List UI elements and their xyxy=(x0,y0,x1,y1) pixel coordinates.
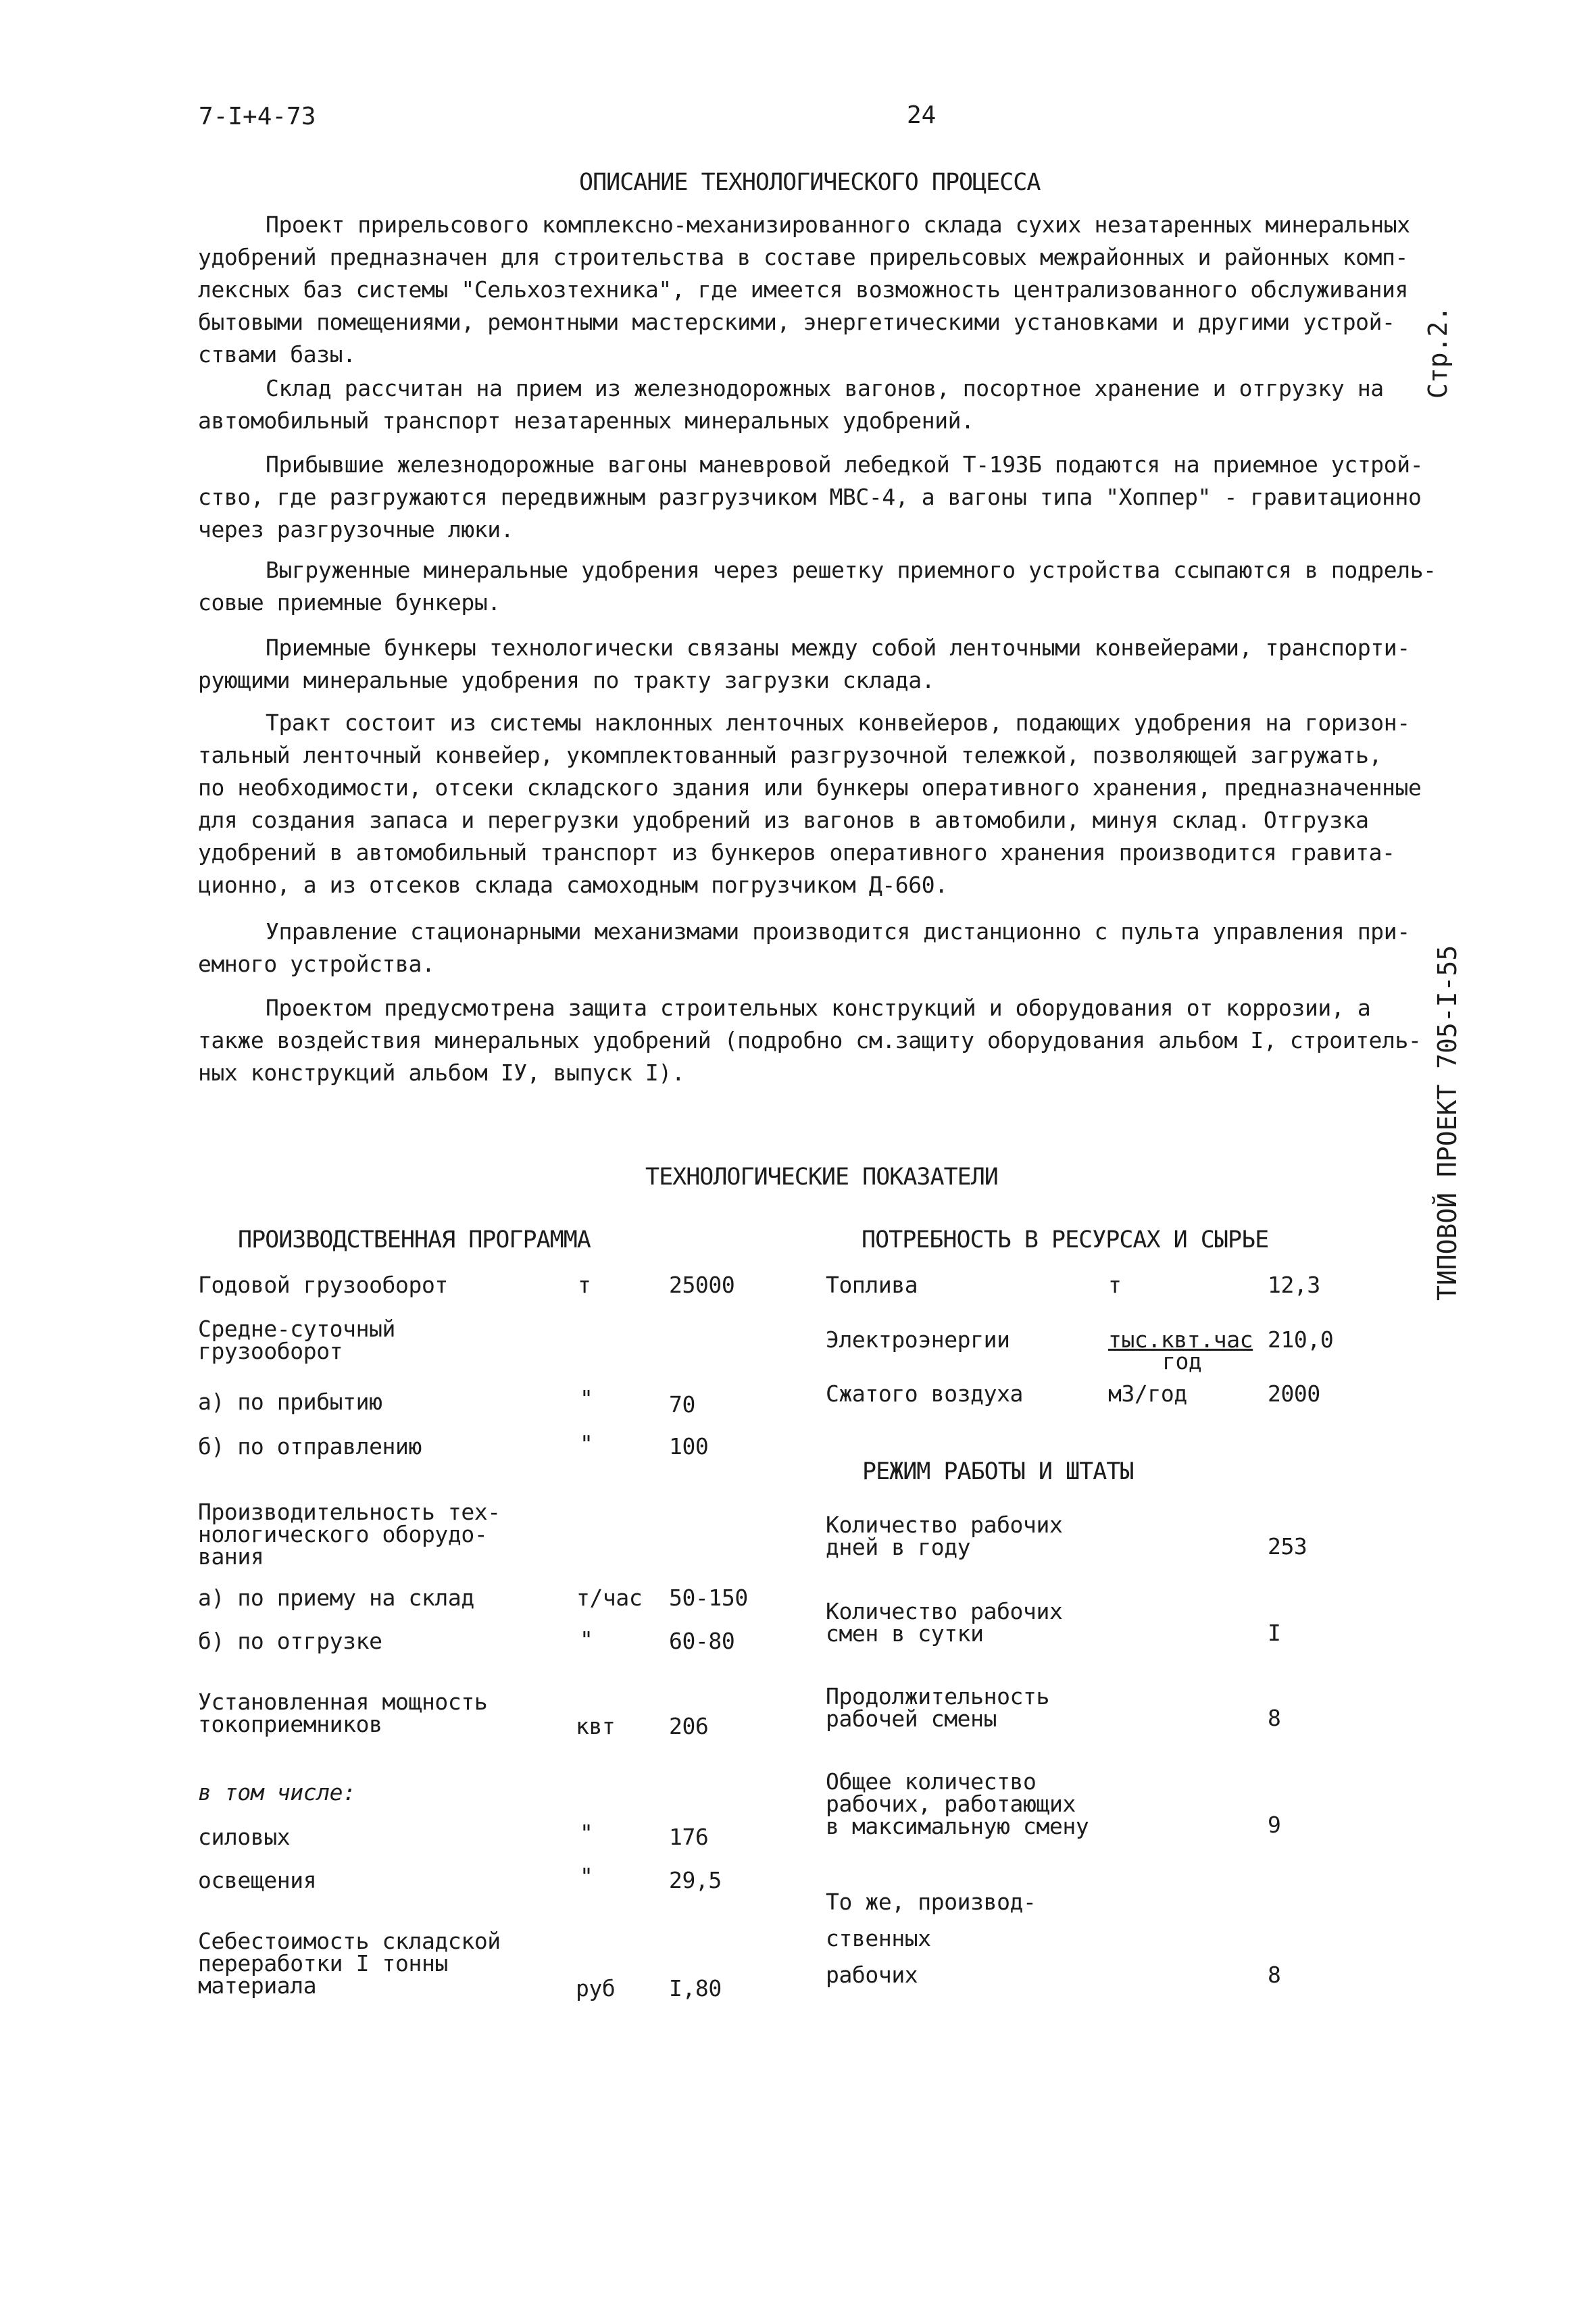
production-row-unit: руб xyxy=(576,1975,616,2001)
label-line: дней в году xyxy=(826,1534,971,1560)
paragraph-line: Приемные бункеры технологически связаны между собой ленточными конвейерами, транспорти- xyxy=(266,634,1410,661)
paragraph-8 xyxy=(198,992,1422,1089)
production-row-label: б) по отправлению xyxy=(198,1433,422,1460)
resources-row-unit-denominator: год xyxy=(1162,1348,1202,1374)
resources-row-unit: м3/год xyxy=(1108,1380,1187,1407)
resources-heading: ПОТРЕБНОСТЬ В РЕСУРСАХ И СЫРЬЕ xyxy=(862,1226,1269,1253)
resources-row-label: Электроэнергии xyxy=(826,1326,1010,1353)
resources-row-label: Сжатого воздуха xyxy=(826,1380,1024,1407)
label-line: грузооборот xyxy=(198,1338,343,1364)
paragraph-line: Управление стационарными механизмами производится дистанционно с пульта управления при- xyxy=(266,918,1410,945)
production-row-value: I,80 xyxy=(669,1975,722,2001)
paragraph-line: лексных баз системы "Сельхозтехника", где имеется возможность централизованного обслуживания xyxy=(198,276,1409,303)
label-line: рабочей смены xyxy=(826,1706,997,1732)
production-row-label xyxy=(198,1930,501,1997)
resources-row-value: 2000 xyxy=(1268,1380,1320,1407)
production-row-unit: " xyxy=(580,1385,593,1412)
production-row-label: б) по отгрузке xyxy=(198,1628,382,1654)
label-line: смен в сутки xyxy=(826,1620,984,1647)
paragraph-3 xyxy=(198,449,1424,546)
page-number: 24 xyxy=(907,101,937,129)
paragraph-line: рующими минеральные удобрения по тракту загрузки склада. xyxy=(198,667,935,693)
staff-row-value: I xyxy=(1268,1620,1281,1646)
paragraph-5 xyxy=(198,632,1414,697)
production-row-label: а) по приему на склад xyxy=(198,1585,474,1611)
paragraph-line: Проект прирельсового комплексно-механизированного склада сухих незатаренных минеральных xyxy=(266,211,1410,238)
paragraph-line: Тракт состоит из системы наклонных ленточных конвейеров, подающих удобрения на горизон- xyxy=(266,710,1410,736)
paragraph-line: бытовыми помещениями, ремонтными мастерскими, энергетическими установками и другими устрой- xyxy=(198,309,1395,335)
label-line: нологического оборудо- xyxy=(198,1521,488,1547)
label-line: токоприемников xyxy=(198,1711,382,1737)
production-row-label: а) по прибытию xyxy=(198,1389,382,1415)
paragraph-line: автомобильный транспорт незатаренных минеральных удобрений. xyxy=(198,407,974,434)
production-row-unit: квт xyxy=(576,1713,616,1739)
production-row-label xyxy=(198,1318,395,1362)
staff-row-label xyxy=(826,1514,1062,1558)
staff-row-label-line: ственных xyxy=(826,1925,931,1951)
production-row-label: Годовой грузооборот xyxy=(198,1272,448,1298)
label-line: Производительность тех- xyxy=(198,1499,501,1525)
production-row-value: 50-150 xyxy=(669,1585,748,1611)
paragraph-line: ционно, а из отсеков склада самоходным погрузчиком Д-660. xyxy=(198,872,948,898)
production-row-label: силовых xyxy=(198,1824,291,1850)
staff-row-label xyxy=(826,1685,1049,1730)
resources-row-value: 12,3 xyxy=(1268,1272,1320,1298)
paragraph-line: Склад рассчитан на прием из железнодорожных вагонов, посортное хранение и отгрузку на xyxy=(266,375,1384,401)
production-row-value: 206 xyxy=(669,1713,709,1739)
paragraph-4 xyxy=(198,554,1437,619)
staff-row-value: 253 xyxy=(1268,1533,1307,1560)
paragraph-line: совые приемные бункеры. xyxy=(198,589,501,616)
production-row-unit: " xyxy=(580,1820,593,1846)
label-line: Средне-суточный xyxy=(198,1316,396,1342)
production-row-value: 100 xyxy=(669,1433,709,1460)
label-line: Количество рабочих xyxy=(826,1512,1063,1538)
production-row-label: освещения xyxy=(198,1867,317,1893)
staff-row-value: 8 xyxy=(1268,1962,1281,1988)
production-row-value: 176 xyxy=(669,1824,709,1850)
paragraph-1 xyxy=(198,209,1414,371)
resources-row-value: 210,0 xyxy=(1268,1326,1334,1353)
paragraph-line: ствами базы. xyxy=(198,341,356,368)
paragraph-line: удобрений в автомобильный транспорт из бункеров оперативного хранения производится гравита- xyxy=(198,839,1395,866)
side-page-label: Стр.2. xyxy=(1423,305,1453,399)
document-code: 7-I+4-73 xyxy=(199,103,316,130)
paragraph-6 xyxy=(198,707,1422,901)
production-row-unit: " xyxy=(580,1863,593,1889)
paragraph-line: также воздействия минеральных удобрений (подробно см.защиту оборудования альбом I, строитель- xyxy=(198,1027,1422,1053)
paragraph-line: Выгруженные минеральные удобрения через решетку приемного устройства ссыпаются в подрель- xyxy=(266,557,1437,583)
resources-row-unit-numerator: тыс.квт.час xyxy=(1108,1326,1253,1353)
staff-row-value: 8 xyxy=(1268,1705,1281,1731)
paragraph-line: для создания запаса и перегрузки удобрений из вагонов в автомобили, минуя склад. Отгрузка xyxy=(198,807,1369,833)
production-heading: ПРОИЗВОДСТВЕННАЯ ПРОГРАММА xyxy=(238,1226,591,1253)
paragraph-line: Проектом предусмотрена защита строительных конструкций и оборудования от коррозии, а xyxy=(266,995,1371,1021)
production-row-value: 25000 xyxy=(669,1272,735,1298)
resources-row-label: Топлива xyxy=(826,1272,918,1298)
staff-heading: РЕЖИМ РАБОТЫ И ШТАТЫ xyxy=(862,1458,1134,1485)
indicators-title: ТЕХНОЛОГИЧЕСКИЕ ПОКАЗАТЕЛИ xyxy=(645,1164,998,1191)
label-line: Количество рабочих xyxy=(826,1598,1063,1624)
staff-row-label-line: рабочих xyxy=(826,1962,918,1988)
production-row-label xyxy=(198,1691,487,1735)
paragraph-2 xyxy=(198,372,1414,437)
production-row-unit: т/час xyxy=(576,1585,643,1611)
description-title: ОПИСАНИЕ ТЕХНОЛОГИЧЕСКОГО ПРОЦЕССА xyxy=(579,169,1041,196)
paragraph-line: удобрений предназначен для строительства в составе прирельсовых межрайонных и районных комп- xyxy=(198,244,1409,270)
paragraph-line: ных конструкций альбом IУ, выпуск I). xyxy=(198,1060,685,1086)
paragraph-7 xyxy=(198,916,1414,980)
production-row-unit: т xyxy=(578,1272,591,1298)
side-project-label: ТИПОВОЙ ПРОЕКТ 705-I-55 xyxy=(1432,945,1462,1301)
staff-row-value: 9 xyxy=(1268,1812,1281,1838)
paragraph-line: тальный ленточный конвейер, укомплектованный разгрузочной тележкой, позволяющей загружать, xyxy=(198,742,1382,768)
production-row-label xyxy=(198,1501,501,1568)
production-row-value: 70 xyxy=(669,1391,695,1418)
label-line: Общее количество xyxy=(826,1768,1037,1795)
label-line: вания xyxy=(198,1543,264,1570)
label-line: в максимальную смену xyxy=(826,1813,1089,1839)
production-row-unit: " xyxy=(580,1430,593,1457)
paragraph-line: по необходимости, отсеки складского здания или бункеры оперативного хранения, предназначенные xyxy=(198,774,1422,801)
paragraph-line: через разгрузочные люки. xyxy=(198,516,514,543)
staff-row-label xyxy=(826,1600,1062,1645)
label-line: материала xyxy=(198,1972,317,1999)
label-line: Продолжительность xyxy=(826,1683,1049,1710)
production-row-label: в том числе: xyxy=(198,1779,356,1806)
resources-row-unit: т xyxy=(1108,1272,1122,1298)
staff-row-label-line: То же, производ- xyxy=(826,1889,1037,1915)
paragraph-line: ство, где разгружаются передвижным разгрузчиком МВС-4, а вагоны типа "Хоппер" - гравитационно xyxy=(198,484,1422,510)
production-row-unit: " xyxy=(580,1626,593,1653)
production-row-value: 60-80 xyxy=(669,1628,735,1654)
label-line: Себестоимость складской xyxy=(198,1928,501,1954)
label-line: переработки I тонны xyxy=(198,1950,448,1976)
staff-row-label xyxy=(826,1770,1089,1837)
label-line: Установленная мощность xyxy=(198,1689,488,1715)
paragraph-line: емного устройства. xyxy=(198,951,435,977)
paragraph-line: Прибывшие железнодорожные вагоны маневровой лебедкой Т-193Б подаются на приемное устрой- xyxy=(266,451,1424,478)
production-row-value: 29,5 xyxy=(669,1867,722,1893)
label-line: рабочих, работающих xyxy=(826,1791,1076,1817)
